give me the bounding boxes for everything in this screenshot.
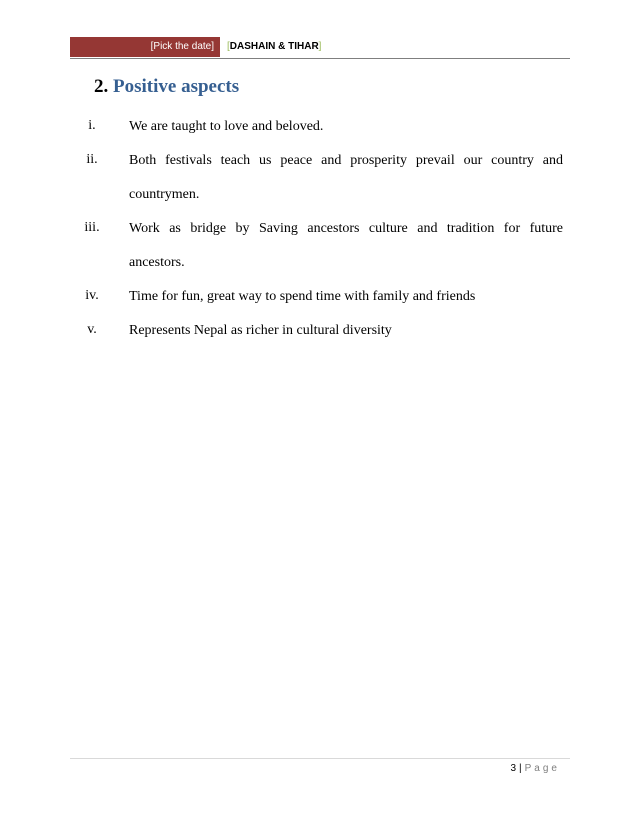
list-item-text (129, 322, 563, 356)
list-marker: iv. (85, 288, 99, 303)
list-item-line: We are taught to love and beloved. (129, 119, 324, 134)
list-item-line: Represents Nepal as richer in cultural diversity (129, 323, 392, 338)
list-marker: ii. (86, 152, 98, 167)
page-number: 3 (510, 763, 517, 774)
list-item-text (129, 118, 563, 152)
list-marker: v. (87, 322, 97, 337)
header-document-title[interactable] (227, 37, 321, 57)
list-item-text (129, 288, 563, 322)
header-title-open-bracket: [ (227, 41, 230, 52)
list-item-line: Time for fun, great way to spend time with family and friends (129, 289, 476, 304)
list-item-text (129, 220, 563, 288)
list-marker: iii. (84, 220, 100, 235)
list-item-line: Both festivals teach us peace and prosperity prevail our country and (129, 153, 563, 168)
list-item-line: countrymen. (129, 187, 200, 202)
list-item-line: ancestors. (129, 255, 185, 270)
page-footer (510, 763, 560, 774)
section-heading (94, 76, 239, 98)
header-rule (70, 58, 570, 59)
section-title: Positive aspects (113, 76, 240, 97)
footer-rule (70, 758, 570, 759)
footer-separator: | (519, 763, 522, 774)
page-label: Page (524, 763, 560, 774)
header-title-text: DASHAIN & TIHAR (229, 41, 319, 52)
list-item-line: Work as bridge by Saving ancestors culture and tradition for future (129, 221, 563, 236)
header-title-close-bracket: ] (318, 41, 322, 52)
list-item-text (129, 152, 563, 220)
section-number: 2. (94, 76, 109, 97)
header-date-placeholder[interactable]: [Pick the date] (150, 41, 214, 52)
list-marker: i. (88, 118, 96, 133)
